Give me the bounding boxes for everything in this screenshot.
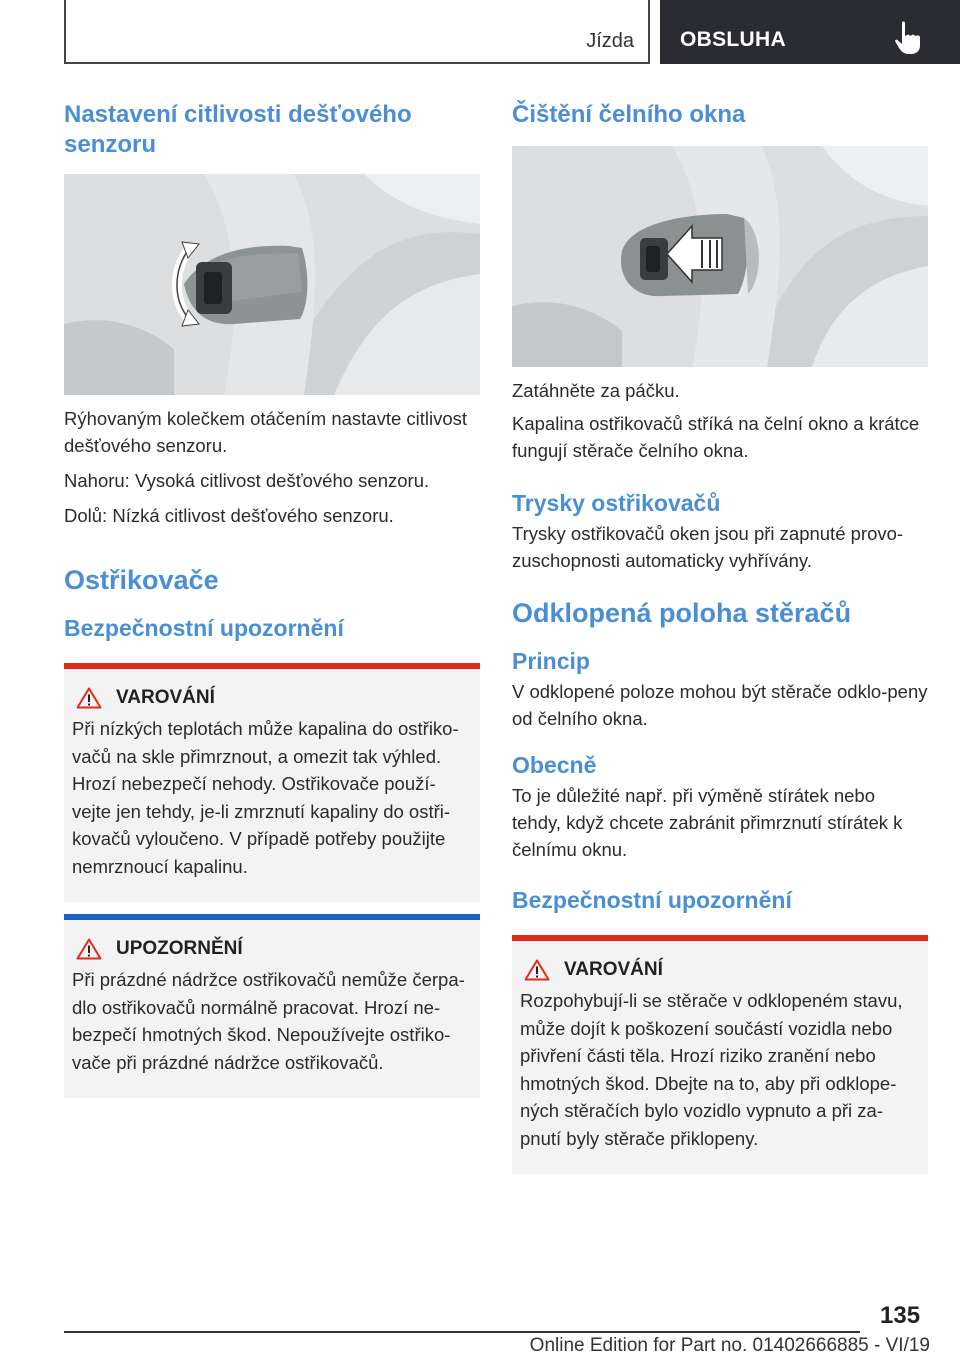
- principle-text: V odklopené poloze mohou být stěrače odklo-peny od čelního okna.: [512, 681, 928, 729]
- header-section-title: Jízda: [586, 30, 634, 52]
- washers-heading: Ostřikovače: [64, 565, 219, 595]
- windshield-lever-photo: [512, 146, 928, 367]
- windshield-cleaning-heading: Čištění čelního okna: [512, 101, 746, 128]
- washer-nozzles-text: Trysky ostřikovačů oken jsou při zapnuté provo-zuschopnosti automaticky vyhřívány.: [512, 523, 904, 571]
- general-text: To je důležité např. při výměně stírátek nebo tehdy, když chcete zabránit přimrznutí stírátek k čelnímu oknu.: [512, 785, 903, 860]
- warning-box-frost: [64, 663, 480, 902]
- warning-text-frost: Při nízkých teplotách může kapalina do ostřiko-vačů na skle přimrznout, a omezit tak výhled. Hrozí nebezpečí nehody. Ostřikovače použí-vejte jen tehdy, je-li zmrznutí kapaliny do ostři-kovačů vyloučeno. V případě potřeby použijte nemrznoucí kapalinu.: [72, 718, 459, 877]
- lever-knurled-wheel-illustration: [64, 174, 480, 395]
- warning-triangle-icon: [524, 959, 550, 981]
- rain-sensor-photo: [64, 174, 480, 395]
- header-chapter-label: OBSLUHA: [680, 28, 786, 51]
- principle-heading: Princip: [512, 648, 590, 674]
- safety-notes-heading-right: Bezpečnostní upozornění: [512, 887, 792, 913]
- right-column: [512, 100, 928, 1174]
- footer-edition: Online Edition for Part no. 01402666885 - VI/19: [529, 1335, 930, 1356]
- footer-rule: [64, 1331, 860, 1333]
- wiper-service-position-heading: Odklopená poloha stěračů: [512, 598, 852, 628]
- warning-title-frost: VAROVÁNÍ: [116, 687, 215, 708]
- pointing-hand-icon: [894, 20, 924, 56]
- rain-sensor-up: Nahoru: Vysoká citlivost dešťového senzoru.: [64, 470, 430, 491]
- notice-text-empty-tank: Při prázdné nádržce ostřikovačů nemůže čerpa-dlo ostřikovačů normálně pracovat. Hrozí ne-bezpečí hmotných škod. Nepoužívejte ostřiko-vače při prázdné nádržce ostřikovačů.: [72, 969, 465, 1073]
- washer-fluid-description: Kapalina ostřikovačů stříká na čelní okno a krátce fungují stěrače čelního okna.: [512, 413, 920, 461]
- notice-box-empty-tank: [64, 914, 480, 1098]
- left-column: [64, 100, 480, 1098]
- notice-triangle-icon: [76, 938, 102, 960]
- general-heading: Obecně: [512, 752, 597, 778]
- washer-nozzles-heading: Trysky ostřikovačů: [512, 490, 721, 516]
- header-section-box: [64, 0, 650, 64]
- pull-lever-instruction: Zatáhněte za páčku.: [512, 380, 680, 401]
- lever-pull-arrow-illustration: [512, 146, 928, 367]
- header-chapter-tab: [660, 0, 960, 64]
- warning-box-wipers: [512, 935, 928, 1174]
- warning-triangle-icon: [76, 687, 102, 709]
- safety-notes-heading-left: Bezpečnostní upozornění: [64, 615, 344, 641]
- page-number: 135: [880, 1302, 921, 1329]
- rain-sensor-down: Dolů: Nízká citlivost dešťového senzoru.: [64, 505, 394, 526]
- warning-text-wipers: Rozpohybují-li se stěrače v odklopeném stavu, může dojít k poškození součástí vozidla nebo přivření části těla. Hrozí riziko zranění nebo hmotných škod. Dbejte na to, aby při odklope-ných stěračích bylo vozidlo vypnuto a při za-pnutí byly stěrače přiklopeny.: [520, 990, 903, 1149]
- warning-title-wipers: VAROVÁNÍ: [564, 959, 663, 980]
- rain-sensor-heading: Nastavení citlivosti dešťového senzoru: [64, 101, 412, 158]
- notice-title-empty-tank: UPOZORNĚNÍ: [116, 938, 243, 959]
- rain-sensor-instruction: Rýhovaným kolečkem otáčením nastavte citlivost dešťového senzoru.: [64, 408, 468, 456]
